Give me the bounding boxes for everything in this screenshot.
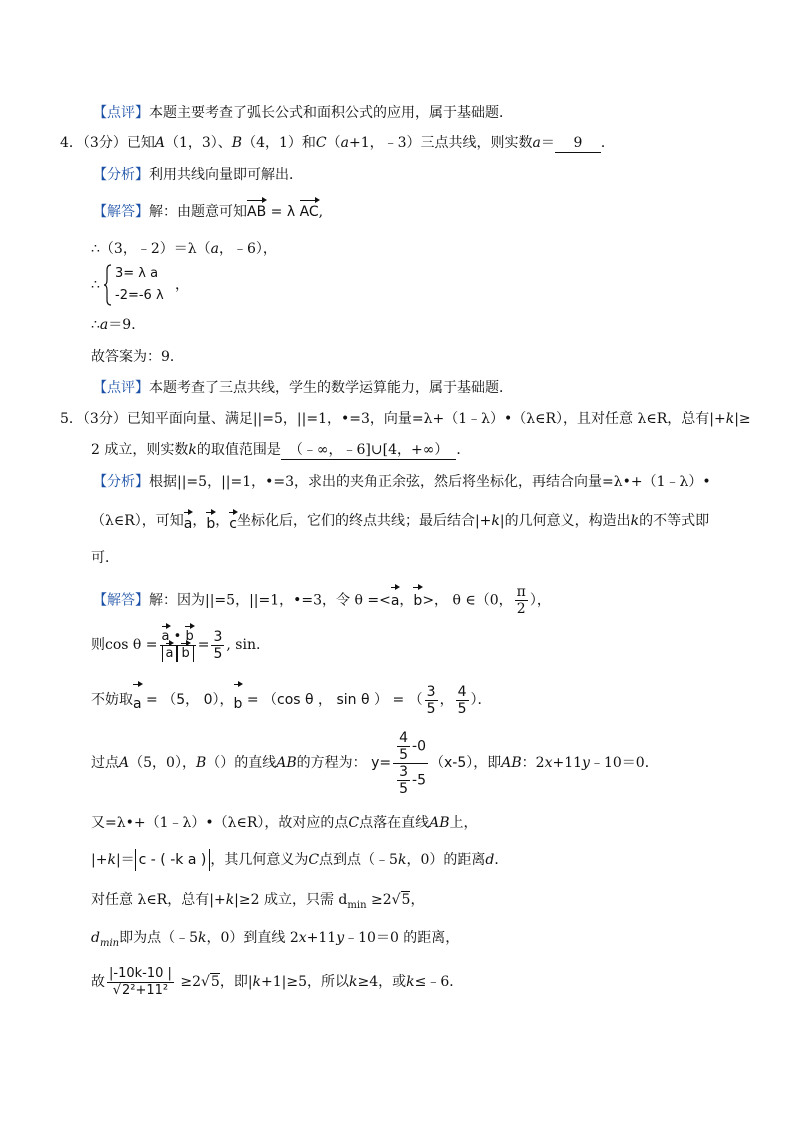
numerator: π bbox=[516, 584, 526, 600]
solution-text: ：2 bbox=[521, 755, 545, 771]
point-label: A bbox=[119, 755, 130, 771]
variable: a bbox=[532, 135, 541, 151]
question-score: （3分） bbox=[82, 135, 127, 151]
q5-solution-line5 bbox=[91, 814, 478, 832]
variable: d bbox=[91, 930, 100, 946]
stem-text: ． bbox=[600, 135, 615, 151]
numerator: 3 bbox=[426, 683, 436, 700]
stem-text: （3分）已知平面向量、满足||=5，||=1，•=3，向量=λ+（1﹣λ）•（λ∈R），且对任意 λ∈R，总有|+ bbox=[82, 411, 726, 427]
q3-comment bbox=[93, 104, 513, 122]
comment-text: 本题主要考查了弧长公式和面积公式的应用，属于基础题． bbox=[149, 105, 513, 121]
solution-text: +11 bbox=[306, 930, 337, 946]
variable: k bbox=[406, 974, 415, 990]
solution-text: ＝9． bbox=[108, 317, 146, 333]
variable: k bbox=[188, 442, 197, 458]
sqrt-icon: √ bbox=[112, 982, 122, 998]
therefore-symbol: ∴ bbox=[91, 277, 100, 293]
q5-solution-line6 bbox=[91, 849, 508, 871]
math-text: -0 bbox=[412, 738, 427, 754]
variable: a bbox=[99, 317, 109, 333]
radicand: 5 bbox=[210, 974, 220, 990]
variable: k bbox=[198, 930, 207, 946]
left-brace-icon bbox=[103, 264, 113, 306]
line-label: AB bbox=[501, 755, 522, 771]
solution-text: 解：因为||=5，||=1，•=3，令 θ =< bbox=[149, 592, 391, 609]
variable: y bbox=[582, 755, 590, 771]
point-label: C bbox=[348, 815, 360, 831]
abs-b bbox=[177, 646, 193, 662]
solution-text: 上， bbox=[449, 815, 478, 831]
subscript: min bbox=[99, 937, 120, 949]
solution-text: 不妨取 bbox=[91, 692, 133, 708]
variable: k bbox=[725, 411, 735, 427]
numerator: 4 bbox=[457, 683, 467, 700]
variable: k bbox=[107, 852, 116, 868]
analysis-text: ， bbox=[215, 513, 230, 529]
vector-b: b bbox=[413, 590, 422, 612]
denominator bbox=[160, 646, 196, 662]
vector-a: a bbox=[165, 645, 174, 661]
solution-text: +11 bbox=[552, 755, 583, 771]
stem-text: +1，﹣3）三点共线，则实数 bbox=[349, 135, 533, 151]
solution-text: ≥4，或 bbox=[357, 974, 407, 990]
analysis-text: （λ∈R），可知 bbox=[91, 513, 184, 529]
solution-text: ，即| bbox=[219, 974, 253, 990]
vector-b: b bbox=[234, 687, 243, 721]
q5-solution-line4 bbox=[91, 727, 659, 799]
denominator bbox=[393, 764, 428, 797]
variable: x bbox=[298, 930, 307, 946]
q5-stem-line2 bbox=[91, 441, 470, 460]
q5-solution-line3 bbox=[91, 683, 492, 717]
line-label: AB bbox=[276, 755, 297, 771]
distance-fraction bbox=[107, 966, 174, 999]
equation-system bbox=[91, 264, 211, 306]
stem-text: （4，1）和 bbox=[242, 135, 316, 151]
slope-fraction bbox=[393, 730, 428, 797]
solution-text: 解：由题意可知 bbox=[149, 204, 247, 220]
denominator: 5 bbox=[457, 700, 467, 717]
vector-a: a bbox=[391, 590, 400, 612]
answer-blank: 9 bbox=[555, 134, 601, 153]
numerator: |-10k-10 | bbox=[109, 965, 172, 981]
variable: x bbox=[544, 755, 553, 771]
point-label: B bbox=[195, 755, 207, 771]
solution-text: ， bbox=[399, 592, 414, 609]
line-label: AB bbox=[429, 815, 450, 831]
numerator: 3 bbox=[399, 763, 409, 780]
solution-text: |+ bbox=[91, 852, 108, 868]
denominator: 5 bbox=[213, 645, 223, 662]
vector-ac: AC bbox=[299, 204, 319, 220]
solution-text: ，﹣6）， bbox=[218, 241, 277, 257]
math-text: = λ bbox=[266, 204, 300, 220]
fraction-4-5 bbox=[397, 730, 410, 763]
solution-text: |≥2 成立，只需 d bbox=[234, 892, 348, 908]
solution-text: = （cos θ ， sin θ ） = （ bbox=[242, 692, 423, 708]
analysis-text: 根据||=5，||=1，•=3，求出的夹角正余弦，然后将坐标化，再结合向量=λ•+（1﹣λ）• bbox=[149, 474, 711, 490]
q4-answer-line: 故答案为：9． bbox=[91, 349, 184, 365]
analysis-text: 的不等式即 bbox=[639, 513, 710, 529]
vector-a: a bbox=[183, 516, 193, 532]
denominator: 2 bbox=[516, 601, 526, 617]
variable: k bbox=[349, 974, 358, 990]
vector-a: a bbox=[161, 628, 170, 644]
solution-text: ﹣10＝0． bbox=[589, 755, 659, 771]
comma: ， bbox=[439, 692, 454, 708]
solution-text: ， bbox=[175, 277, 189, 293]
solution-text: ≥2 bbox=[175, 974, 201, 990]
dot-symbol: • bbox=[169, 628, 186, 644]
vector-b: b bbox=[206, 516, 216, 532]
point-label: B bbox=[231, 135, 243, 151]
analysis-text: ， bbox=[192, 513, 207, 529]
solution-text: ≤﹣6． bbox=[414, 974, 464, 990]
numerator: 3 bbox=[213, 628, 223, 645]
stem-text: |≥ bbox=[734, 411, 751, 427]
variable: k bbox=[491, 513, 500, 529]
vector-ab: AB bbox=[247, 204, 267, 220]
denominator bbox=[107, 983, 174, 999]
equation-2: -2=-6 λ bbox=[115, 288, 164, 303]
point-label: C bbox=[308, 852, 320, 868]
denominator: 5 bbox=[426, 700, 436, 717]
stem-text: （ bbox=[326, 135, 341, 151]
q5-analysis-line2 bbox=[91, 512, 709, 530]
q5-solution-line8 bbox=[91, 929, 459, 953]
variable: k bbox=[630, 513, 640, 529]
analysis-tag: 【分析】 bbox=[93, 474, 149, 490]
variable: k bbox=[397, 852, 407, 868]
solution-text: 又=λ•+（1﹣λ）•（λ∈R），故对应的点 bbox=[91, 815, 349, 831]
solution-text: ∴（3，﹣2）＝λ（ bbox=[91, 241, 211, 257]
radicand: 5 bbox=[401, 892, 411, 908]
solution-text: ． bbox=[494, 852, 509, 868]
q4-solution-line1 bbox=[93, 203, 323, 221]
abs-expression: c - ( -k a ) bbox=[135, 849, 211, 871]
analysis-tag: 【分析】 bbox=[93, 167, 149, 183]
vector-c: c bbox=[229, 516, 237, 532]
comment-tag: 【点评】 bbox=[93, 105, 149, 121]
solution-text: ，0）到直线 2 bbox=[206, 930, 299, 946]
variable: k bbox=[225, 892, 235, 908]
solution-text: >， θ ∈（0， bbox=[422, 592, 513, 609]
denominator: 5 bbox=[399, 780, 409, 797]
vector-b: b bbox=[181, 645, 190, 661]
abs-a bbox=[162, 646, 178, 662]
fraction-pi-over-2 bbox=[515, 584, 528, 617]
variable: k bbox=[252, 974, 262, 990]
variable: y bbox=[336, 930, 345, 946]
radicand: 2²+11² bbox=[122, 982, 169, 998]
solution-text: 则cos θ = bbox=[91, 637, 158, 653]
solution-text: , sin. bbox=[226, 637, 261, 653]
q5-solution-line9 bbox=[91, 962, 463, 1002]
stem-text: （1，3）、 bbox=[164, 135, 232, 151]
point-label: C bbox=[315, 135, 327, 151]
answer-blank: （﹣∞，﹣6]∪[4，+∞） bbox=[281, 441, 457, 460]
solution-text: ）． bbox=[470, 692, 492, 708]
solution-text: （5，0）， bbox=[129, 755, 196, 771]
solution-text: 过点 bbox=[91, 755, 119, 771]
math-text: -5 bbox=[412, 772, 427, 788]
q5-analysis-line1 bbox=[93, 473, 711, 491]
solution-text: ， bbox=[410, 892, 425, 908]
solution-text: ﹣10＝0 的距离， bbox=[344, 930, 460, 946]
variable: a bbox=[340, 135, 349, 151]
q5-analysis-line3: 可． bbox=[91, 550, 119, 566]
analysis-text: 利用共线向量即可解出． bbox=[149, 167, 303, 183]
analysis-text: 坐标化后，它们的终点共线；最后结合|+ bbox=[236, 513, 492, 529]
point-label: A bbox=[154, 135, 165, 151]
analysis-text: |的几何意义，构造出 bbox=[499, 513, 631, 529]
q4-solution-line4 bbox=[91, 316, 145, 334]
solution-text: |＝ bbox=[115, 852, 135, 868]
q4-solution-line2 bbox=[91, 240, 277, 258]
q5-solution-line7 bbox=[91, 889, 424, 917]
solution-text: 的方程为： y= bbox=[296, 755, 392, 771]
q5-solution-line2: 则cos θ = $\frac{a • b}{\text{a b}}$ = $\frac{3}{5}$ , sin. bbox=[91, 628, 261, 662]
comment-text: 本题考查了三点共线，学生的数学运算能力，属于基础题． bbox=[149, 380, 513, 396]
solution-text: , bbox=[318, 204, 324, 220]
solution-text: 即为点（﹣5 bbox=[119, 930, 199, 946]
solution-tag: 【解答】 bbox=[93, 204, 149, 220]
variable: a bbox=[210, 241, 219, 257]
solution-text: ∴ bbox=[91, 317, 100, 333]
solution-tag: 【解答】 bbox=[93, 592, 149, 609]
vector-a: a bbox=[133, 687, 142, 721]
variable: d bbox=[485, 852, 495, 868]
stem-text: 已知 bbox=[126, 135, 155, 151]
numerator bbox=[393, 730, 428, 764]
stem-text: 2 成立，则实数 bbox=[91, 442, 189, 458]
q4-comment bbox=[93, 379, 513, 397]
comment-tag: 【点评】 bbox=[93, 380, 149, 396]
fraction-3-5 bbox=[211, 629, 224, 662]
solution-text: ，0）的距离 bbox=[406, 852, 486, 868]
sqrt-icon: √ bbox=[391, 892, 401, 908]
stem-text: 的取值范围是 bbox=[196, 442, 281, 458]
fraction-4-5 bbox=[456, 684, 469, 717]
stem-text: ． bbox=[456, 442, 471, 458]
numerator: 4 bbox=[399, 729, 409, 746]
solution-text: 点到点（﹣5 bbox=[319, 852, 398, 868]
fraction-3-5 bbox=[425, 684, 438, 717]
q4-stem bbox=[60, 134, 615, 153]
sqrt-icon: √ bbox=[200, 974, 210, 990]
fraction-cos bbox=[160, 629, 196, 662]
stem-text: ＝ bbox=[540, 135, 555, 151]
q5-stem-line1 bbox=[60, 410, 751, 428]
subscript: min bbox=[347, 899, 367, 911]
solution-text: 点落在直线 bbox=[359, 815, 430, 831]
equation-1: 3= λ a bbox=[115, 266, 159, 281]
solution-text: ，其几何意义为 bbox=[210, 852, 309, 868]
denominator: 5 bbox=[399, 746, 409, 763]
solution-text: （x-5），即 bbox=[430, 755, 502, 771]
solution-text: （）的直线 bbox=[206, 755, 277, 771]
solution-text: = （5， 0）， bbox=[141, 692, 234, 708]
vector-b: b bbox=[185, 628, 194, 644]
solution-text: 故 bbox=[91, 974, 105, 990]
solution-text: ）， bbox=[529, 592, 551, 609]
q4-analysis bbox=[93, 166, 303, 184]
solution-text: ≥2 bbox=[366, 892, 392, 908]
question-number: 5． bbox=[60, 411, 83, 427]
fraction-3-5 bbox=[397, 764, 410, 797]
solution-text: 对任意 λ∈R，总有|+ bbox=[91, 892, 226, 908]
question-number: 4． bbox=[60, 135, 83, 151]
q5-solution-line1 bbox=[93, 584, 551, 617]
solution-text: +1|≥5，所以 bbox=[261, 974, 350, 990]
